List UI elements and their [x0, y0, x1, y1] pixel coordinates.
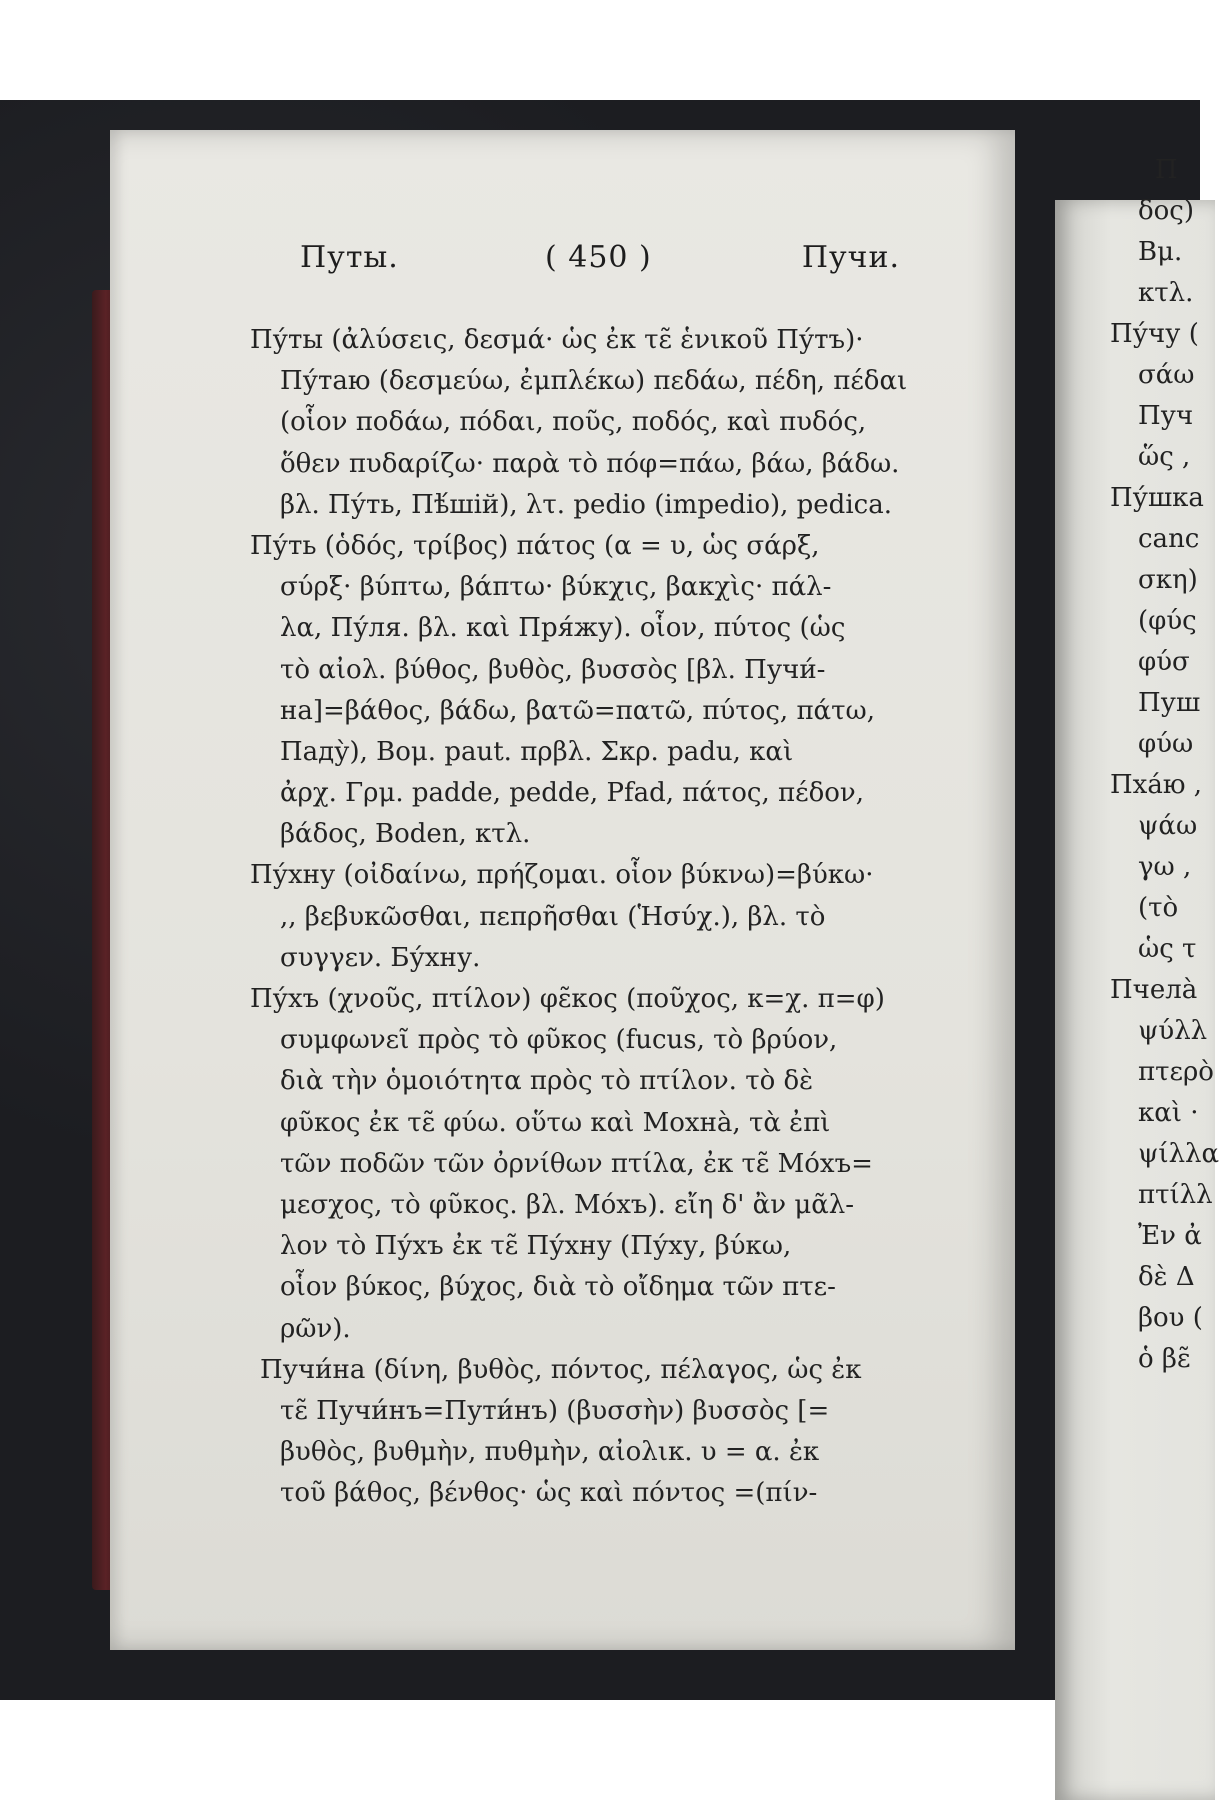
text-line: σύρξ· βύπτω, βάπτω· βύκχις, βακχὶς· πάλ-	[280, 572, 832, 603]
text-line: ρῶν).	[280, 1313, 351, 1344]
text-line: ,, βεβυκῶσθαι, πεπρῆσθαι (Ἡσύχ.), βλ. τὸ	[280, 901, 826, 932]
facing-page-line: κτλ.	[1138, 278, 1194, 308]
text-line: μεσχος, τὸ φῦκος. βλ. Мо́хъ). εἴη δ' ἂν μᾶλ-	[280, 1189, 855, 1220]
facing-page-line: Пуш	[1138, 688, 1201, 718]
facing-page-line: σκη)	[1138, 565, 1198, 595]
text-line: βλ. Пу́ть, Пѣ́шій), λτ. pedio (impedio), pedica.	[280, 489, 892, 520]
text-line: βυθὸς, βυθμὴν, πυθμὴν, αἰολικ. υ = α. ἐκ	[280, 1437, 820, 1468]
text-line: λα, Пу́ля. βλ. καὶ Пря́жу). οἷον, πύτος (ὡς	[280, 613, 846, 644]
facing-page-line: Βμ.	[1138, 237, 1183, 267]
facing-page-line: σάω	[1138, 360, 1195, 390]
text-line: Пу́таю (δεσμεύω, ἐμπλέκω) πεδάω, πέδη, πέδαι	[280, 366, 908, 397]
text-line: συμφωνεῖ πρὸς τὸ φῦκος (fucus, τὸ βρύον,	[280, 1025, 838, 1056]
text-line: τὸ αἰολ. βύθος, βυθὸς, βυσσὸς [βλ. Пучи́-	[280, 654, 826, 685]
facing-page-line: Пу́шка	[1110, 483, 1204, 513]
facing-page-line: ψάω	[1138, 811, 1198, 841]
text-line: φῦκος ἐκ τε̃ φύω. οὕτω καὶ Мохна̀, τὰ ἐπὶ	[280, 1107, 831, 1138]
text-line: τοῦ βάθος, βένθος· ὡς καὶ πόντος =(πίν-	[280, 1478, 818, 1509]
text-line: οἷον βύκος, βύχος, διὰ τὸ οἴδημα τῶν πτε-	[280, 1272, 836, 1303]
facing-page-line: ὡς τ	[1138, 934, 1197, 964]
text-line: τῶν ποδῶν τῶν ὀρνίθων πτίλα, ἐκ τε̃ Мо́хъ=	[280, 1148, 873, 1179]
text-line: Пу́хну (οἰδαίνω, πρήζομαι. οἷον βύκνω)=βύκω·	[250, 860, 874, 891]
facing-page-line: ψίλλα	[1138, 1139, 1220, 1169]
text-line: (οἷον ποδάω, πόδαι, ποῦς, ποδός, καὶ πυδός,	[280, 407, 867, 438]
text-line: τε̃ Пучи́нъ=Пути́нъ) (βυσσὴν) βυσσὸς [=	[280, 1395, 830, 1426]
text-line: Пу́ть (ὁδός, τρίβος) πάτος (α = υ, ὡς σάρξ,	[250, 530, 820, 561]
facing-page-line: Ἐν ἀ	[1138, 1221, 1202, 1251]
facing-page-line: καὶ ·	[1138, 1098, 1199, 1128]
text-line: ὅθεν πυδαρίζω· παρὰ τὸ πόφ=πάω, βάω, βάδω.	[280, 448, 900, 479]
text-line: βάδος, Boden, κτλ.	[280, 819, 531, 850]
text-line: συγγεν. Бу́хну.	[280, 942, 481, 973]
text-line: Пу́ты (ἀλύσεις, δεσμά· ὡς ἐκ τε̃ ἑνικοῦ Пу́тъ)·	[250, 325, 864, 355]
text-line: διὰ τὴν ὁμοιότητα πρὸς τὸ πτίλον. τὸ δὲ	[280, 1066, 814, 1097]
facing-page-line: (φύς	[1138, 606, 1197, 636]
facing-page-line: ὁ βε̃	[1138, 1344, 1191, 1374]
facing-page-line: βου (	[1138, 1303, 1203, 1333]
facing-page-line: πτίλλ	[1138, 1180, 1213, 1210]
facing-page-line: ψύλλ	[1138, 1016, 1208, 1046]
facing-page-line: φύσ	[1138, 647, 1190, 677]
text-line: λον τὸ Пу́хъ ἐκ τε̃ Пу́хну (Пу́ху, βύκω,	[280, 1231, 792, 1262]
dictionary-entries	[250, 320, 970, 1514]
text-line: Пучи́на (δίνη, βυθὸς, πόντος, πέλαγος, ὡς ἐκ	[260, 1354, 862, 1385]
facing-page-line: Пха́ю ,	[1110, 770, 1203, 800]
facing-page-line: φύω	[1138, 729, 1194, 759]
facing-page-line: γω ,	[1138, 852, 1192, 882]
text-line: ἀρχ. Γρμ. padde, pedde, Pfad, πάτος, πέδον,	[280, 778, 864, 809]
running-head	[300, 240, 900, 280]
facing-page-line: πτερὸ	[1138, 1057, 1214, 1087]
running-head-right: Пучи.	[801, 240, 900, 275]
facing-page-line: Пу́чу (	[1110, 319, 1199, 349]
facing-page-line: δὲ Δ	[1138, 1262, 1195, 1292]
facing-page-line: δος)	[1138, 196, 1195, 226]
facing-page-text	[1110, 150, 1220, 1380]
facing-page-line: Пчела̀	[1110, 975, 1198, 1005]
facing-page-line: ὥς ,	[1138, 442, 1191, 472]
text-line: Паду̀), Βομ. paut. πρβλ. Σκρ. padu, καὶ	[280, 736, 794, 767]
facing-page-line: canc	[1138, 524, 1200, 554]
running-head-left: Путы.	[300, 240, 399, 275]
text-line: Пу́хъ (χνοῦς, πτίλον) φε̃κος (ποῦχος, κ=χ. π=φ)	[250, 984, 885, 1014]
page-number: ( 450 )	[545, 240, 652, 275]
facing-page-line: П	[1155, 155, 1178, 185]
facing-page-line: Пуч	[1138, 401, 1194, 431]
text-line: на]=βάθος, βάδω, βατῶ=πατῶ, πύτος, πάτω,	[280, 695, 875, 726]
facing-page-line: (τὸ	[1138, 893, 1179, 923]
